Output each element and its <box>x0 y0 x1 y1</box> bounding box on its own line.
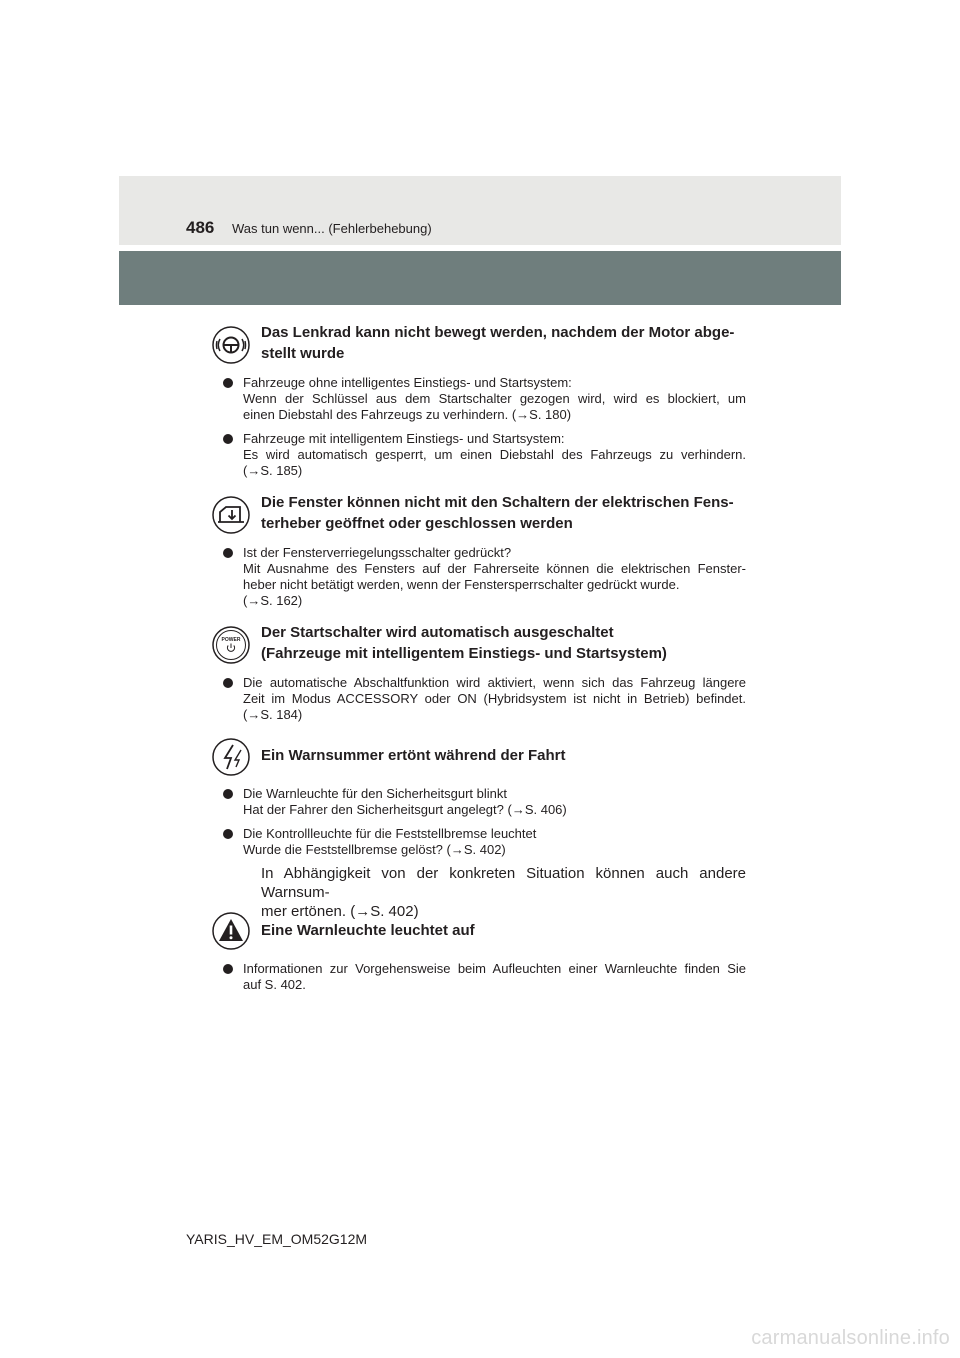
title-bar <box>119 251 841 305</box>
bullet-line: einen Diebstahl des Fahrzeugs zu verhindern. (→S. 180) <box>243 407 572 422</box>
buzzer-paragraph <box>261 864 746 921</box>
warning-triangle-icon <box>212 912 250 950</box>
chapter-title: Was tun wenn... (Fehlerbehebung) <box>232 221 432 236</box>
bullet-line: Wenn der Schlüssel aus dem Startschalter gezogen wird, wird es blockiert, um <box>243 391 746 406</box>
heading-line: Das Lenkrad kann nicht bewegt werden, nachdem der Motor abge- <box>261 324 735 341</box>
bullet-line: heber nicht betätigt werden, wenn der Fenstersperrschalter gedrückt wurde. <box>243 577 680 592</box>
heading-line: (Fahrzeuge mit intelligentem Einstiegs- und Startsystem) <box>261 645 667 662</box>
page-number: 486 <box>186 218 215 237</box>
heading-line: Der Startschalter wird automatisch ausgeschaltet <box>261 624 614 641</box>
section-heading-buzzer <box>261 745 745 766</box>
bullet-line: auf S. 402. <box>243 977 306 992</box>
steering-lock-icon <box>212 326 250 364</box>
watermark: carmanualsonline.info <box>751 1327 950 1349</box>
bullet-line: Die Warnleuchte für den Sicherheitsgurt blinkt <box>243 786 507 801</box>
bullet-line: Mit Ausnahme des Fensters auf der Fahrerseite können die elektrischen Fenster- <box>243 561 746 576</box>
bullet-item <box>223 826 746 858</box>
bullet-dot <box>223 964 233 974</box>
bullet-item <box>223 545 746 609</box>
paragraph-line: In Abhängigkeit von der konkreten Situation können auch andere Warnsum- <box>261 865 746 901</box>
bullet-line: Es wird automatisch gesperrt, um einen Diebstahl des Fahrzeugs zu verhindern. <box>243 447 746 462</box>
document-code: YARIS_HV_EM_OM52G12M <box>186 1231 368 1247</box>
bullet-item <box>223 786 746 818</box>
bullet-line: Die Kontrollleuchte für die Feststellbremse leuchtet <box>243 826 537 841</box>
power-window-icon <box>212 496 250 534</box>
bullet-line: Wurde die Feststellbremse gelöst? (→S. 402) <box>243 842 506 857</box>
bullet-dot <box>223 548 233 558</box>
bullet-line: Zeit im Modus ACCESSORY oder ON (Hybridsystem ist nicht in Betrieb) befindet. <box>243 691 746 706</box>
section-heading-warning-light <box>261 920 745 941</box>
section-heading-start-switch <box>261 622 745 664</box>
heading-line: terheber geöffnet oder geschlossen werden <box>261 515 573 532</box>
bullet-line: Hat der Fahrer den Sicherheitsgurt angelegt? (→S. 406) <box>243 802 567 817</box>
power-icon-label: POWER <box>221 637 241 643</box>
bullet-item <box>223 431 746 479</box>
buzzer-icon <box>212 738 250 776</box>
bullet-line: Fahrzeuge ohne intelligentes Einstiegs- und Startsystem: <box>243 375 572 390</box>
bullet-line: (→S. 185) <box>243 463 303 478</box>
bullet-item <box>223 961 746 993</box>
heading-line: stellt wurde <box>261 345 345 362</box>
bullet-dot <box>223 678 233 688</box>
bullet-item <box>223 675 746 723</box>
section-heading-windows <box>261 492 745 534</box>
bullet-line: Fahrzeuge mit intelligentem Einstiegs- und Startsystem: <box>243 431 565 446</box>
heading-line: Eine Warnleuchte leuchtet auf <box>261 922 475 939</box>
bullet-dot <box>223 829 233 839</box>
bullet-dot <box>223 789 233 799</box>
heading-line: Ein Warnsummer ertönt während der Fahrt <box>261 747 566 764</box>
paragraph-line: mer ertönen. (→S. 402) <box>261 903 419 920</box>
bullet-line: Ist der Fensterverriegelungsschalter gedrückt? <box>243 545 512 560</box>
section-heading-steering <box>261 322 745 364</box>
heading-line: Die Fenster können nicht mit den Schaltern der elektrischen Fens- <box>261 494 734 511</box>
header-band <box>119 176 841 245</box>
bullet-line: (→S. 162) <box>243 593 303 608</box>
bullet-line: Die automatische Abschaltfunktion wird aktiviert, wenn sich das Fahrzeug längere <box>243 675 746 690</box>
bullet-dot <box>223 434 233 444</box>
bullet-item <box>223 375 746 423</box>
bullet-line: Informationen zur Vorgehensweise beim Aufleuchten einer Warnleuchte finden Sie <box>243 961 746 976</box>
power-switch-icon <box>212 626 250 664</box>
bullet-dot <box>223 378 233 388</box>
bullet-line: (→S. 184) <box>243 707 303 722</box>
